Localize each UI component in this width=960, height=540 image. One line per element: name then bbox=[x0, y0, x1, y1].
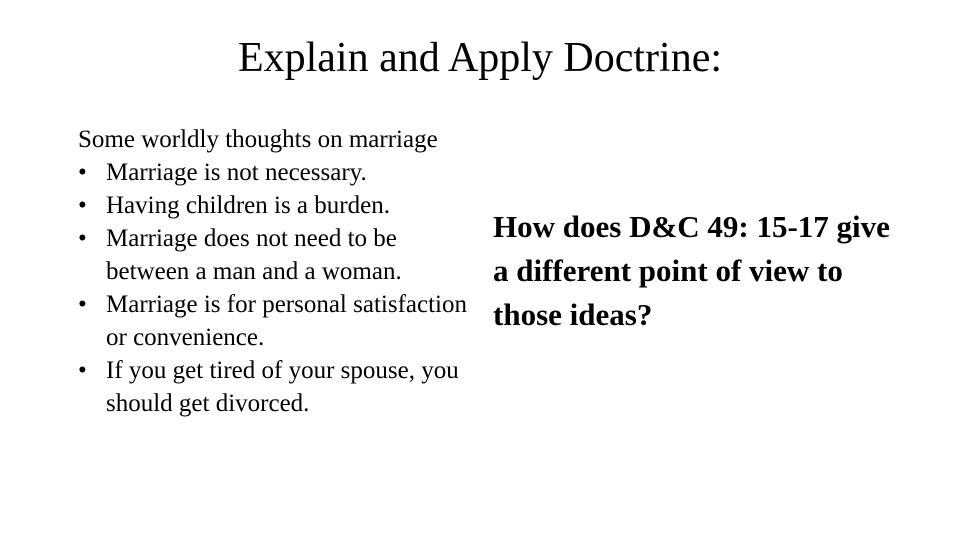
bullet-icon: • bbox=[78, 291, 87, 318]
worldly-thoughts-list bbox=[78, 156, 468, 420]
list-item-text: Marriage is for personal satisfaction or convenience. bbox=[106, 291, 467, 351]
list-item-text: If you get tired of your spouse, you should get divorced. bbox=[106, 357, 459, 417]
list-item-text: Marriage does not need to be between a man and a woman. bbox=[106, 225, 402, 285]
slide-title: Explain and Apply Doctrine: bbox=[237, 35, 723, 81]
list-item-text: Having children is a burden. bbox=[106, 192, 390, 219]
scripture-question: How does D&C 49: 15-17 give a different point of view to those ideas? bbox=[493, 209, 890, 332]
list-item bbox=[78, 354, 468, 420]
list-item bbox=[78, 222, 468, 288]
bullet-icon: • bbox=[78, 159, 87, 186]
intro-text: Some worldly thoughts on marriage bbox=[78, 126, 438, 153]
list-item bbox=[78, 288, 468, 354]
bullet-icon: • bbox=[78, 357, 87, 384]
list-item bbox=[78, 189, 468, 222]
bullet-icon: • bbox=[78, 192, 87, 219]
list-item-text: Marriage is not necessary. bbox=[106, 159, 367, 186]
list-item bbox=[78, 156, 468, 189]
bullet-icon: • bbox=[78, 225, 87, 252]
worldly-thoughts-panel bbox=[78, 123, 468, 420]
